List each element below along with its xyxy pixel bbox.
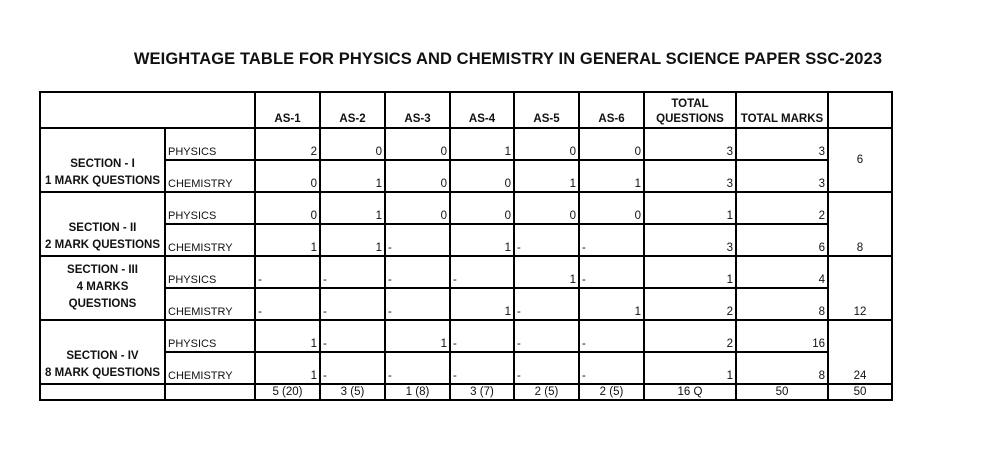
- table-row: [40, 288, 892, 320]
- as-4-cell: 0: [450, 192, 514, 224]
- as-5-cell: -: [514, 352, 579, 384]
- header-as-6: AS-6: [579, 92, 644, 128]
- section-total-cell: 8: [828, 192, 892, 256]
- as-2-cell: 0: [320, 128, 385, 160]
- total-as-4: 3 (7): [450, 384, 514, 400]
- as-1-cell: 0: [255, 192, 320, 224]
- section-label-line2: 2 MARK QUESTIONS: [44, 239, 160, 251]
- as-5-cell: 0: [514, 192, 579, 224]
- total-marks-cell: 2: [736, 192, 828, 224]
- subject-cell: CHEMISTRY: [165, 352, 255, 384]
- section-label-line2: 4 MARKS: [76, 281, 129, 293]
- as-2-cell: -: [320, 256, 385, 288]
- section-label-line1: SECTION - III: [67, 264, 138, 276]
- total-questions-cell: 1: [644, 192, 736, 224]
- header-total-questions: [644, 92, 736, 128]
- subject-cell: PHYSICS: [165, 128, 255, 160]
- as-6-cell: -: [579, 320, 644, 352]
- total-as-6: 2 (5): [579, 384, 644, 400]
- total-marks-cell: 8: [736, 352, 828, 384]
- as-4-cell: 1: [450, 224, 514, 256]
- table-row: [40, 128, 892, 160]
- header-as-5: AS-5: [514, 92, 579, 128]
- as-3-cell: -: [385, 352, 450, 384]
- totals-blank-2: [165, 384, 255, 400]
- total-marks-cell: 6: [736, 224, 828, 256]
- as-6-cell: 1: [579, 160, 644, 192]
- total-questions-cell: 3: [644, 160, 736, 192]
- subject-cell: CHEMISTRY: [165, 288, 255, 320]
- as-5-cell: 1: [514, 256, 579, 288]
- header-total-marks: TOTAL MARKS: [736, 92, 828, 128]
- total-as-2: 3 (5): [320, 384, 385, 400]
- as-6-cell: -: [579, 352, 644, 384]
- total-marks-cell: 16: [736, 320, 828, 352]
- header-as-1: AS-1: [255, 92, 320, 128]
- as-4-cell: 0: [450, 160, 514, 192]
- header-as-2: AS-2: [320, 92, 385, 128]
- subject-cell: CHEMISTRY: [165, 224, 255, 256]
- section-label-line1: SECTION - I: [70, 158, 135, 170]
- as-3-cell: 1: [385, 320, 450, 352]
- grand-total: 50: [828, 384, 892, 400]
- section-label-line2: 8 MARK QUESTIONS: [44, 367, 160, 379]
- table-row: [40, 192, 892, 224]
- table-row: [40, 224, 892, 256]
- table-row: [40, 352, 892, 384]
- section-label: [40, 192, 165, 256]
- weightage-table: [39, 91, 893, 401]
- totals-row: [40, 384, 892, 400]
- header-total-questions-line1: TOTAL: [671, 98, 709, 110]
- subject-cell: PHYSICS: [165, 256, 255, 288]
- total-questions-cell: 1: [644, 352, 736, 384]
- section-total-cell: 6: [828, 128, 892, 192]
- as-3-cell: 0: [385, 160, 450, 192]
- as-6-cell: 0: [579, 192, 644, 224]
- total-questions-cell: 3: [644, 224, 736, 256]
- as-4-cell: -: [450, 256, 514, 288]
- as-2-cell: 1: [320, 160, 385, 192]
- total-as-5: 2 (5): [514, 384, 579, 400]
- subject-cell: PHYSICS: [165, 320, 255, 352]
- total-marks-cell: 3: [736, 128, 828, 160]
- as-1-cell: 1: [255, 224, 320, 256]
- total-as-3: 1 (8): [385, 384, 450, 400]
- total-marks-cell: 8: [736, 288, 828, 320]
- page-title: WEIGHTAGE TABLE FOR PHYSICS AND CHEMISTRY IN GENERAL SCIENCE PAPER SSC-2023: [133, 50, 883, 68]
- subject-cell: PHYSICS: [165, 192, 255, 224]
- header-as-3: AS-3: [385, 92, 450, 128]
- as-2-cell: -: [320, 352, 385, 384]
- header-total-questions-line2: QUESTIONS: [656, 113, 724, 125]
- section-label-line3: QUESTIONS: [68, 298, 137, 310]
- section-label-line1: SECTION - IV: [66, 350, 139, 362]
- header-section-total: [828, 92, 892, 128]
- section-total-cell: 24: [828, 320, 892, 384]
- total-questions-cell: 3: [644, 128, 736, 160]
- total-questions-cell: 2: [644, 288, 736, 320]
- as-6-cell: -: [579, 256, 644, 288]
- as-2-cell: -: [320, 320, 385, 352]
- as-5-cell: -: [514, 288, 579, 320]
- as-3-cell: 0: [385, 192, 450, 224]
- as-2-cell: 1: [320, 192, 385, 224]
- totals-blank-1: [40, 384, 165, 400]
- as-1-cell: 2: [255, 128, 320, 160]
- as-1-cell: -: [255, 256, 320, 288]
- as-6-cell: 1: [579, 288, 644, 320]
- as-5-cell: 0: [514, 128, 579, 160]
- as-5-cell: 1: [514, 160, 579, 192]
- section-label: [40, 256, 165, 320]
- as-2-cell: -: [320, 288, 385, 320]
- as-6-cell: -: [579, 224, 644, 256]
- total-marks-cell: 4: [736, 256, 828, 288]
- section-label: [40, 320, 165, 384]
- as-5-cell: -: [514, 320, 579, 352]
- as-1-cell: -: [255, 288, 320, 320]
- as-4-cell: -: [450, 352, 514, 384]
- total-marks-sum: 50: [736, 384, 828, 400]
- as-1-cell: 1: [255, 352, 320, 384]
- section-total-cell: 12: [828, 256, 892, 320]
- header-as-4: AS-4: [450, 92, 514, 128]
- as-4-cell: -: [450, 320, 514, 352]
- as-3-cell: 0: [385, 128, 450, 160]
- section-label-line2: 1 MARK QUESTIONS: [44, 175, 160, 187]
- as-4-cell: 1: [450, 288, 514, 320]
- as-3-cell: -: [385, 224, 450, 256]
- as-1-cell: 0: [255, 160, 320, 192]
- total-as-1: 5 (20): [255, 384, 320, 400]
- total-marks-cell: 3: [736, 160, 828, 192]
- table-row: [40, 256, 892, 288]
- as-3-cell: -: [385, 256, 450, 288]
- subject-cell: CHEMISTRY: [165, 160, 255, 192]
- header-row: [40, 92, 892, 128]
- total-questions-cell: 2: [644, 320, 736, 352]
- table-row: [40, 320, 892, 352]
- section-label: [40, 128, 165, 192]
- as-2-cell: 1: [320, 224, 385, 256]
- as-1-cell: 1: [255, 320, 320, 352]
- as-3-cell: -: [385, 288, 450, 320]
- as-5-cell: -: [514, 224, 579, 256]
- as-4-cell: 1: [450, 128, 514, 160]
- header-blank: [40, 92, 255, 128]
- total-questions-cell: 1: [644, 256, 736, 288]
- total-questions-sum: 16 Q: [644, 384, 736, 400]
- section-label-line1: SECTION - II: [68, 222, 137, 234]
- table-row: [40, 160, 892, 192]
- as-6-cell: 0: [579, 128, 644, 160]
